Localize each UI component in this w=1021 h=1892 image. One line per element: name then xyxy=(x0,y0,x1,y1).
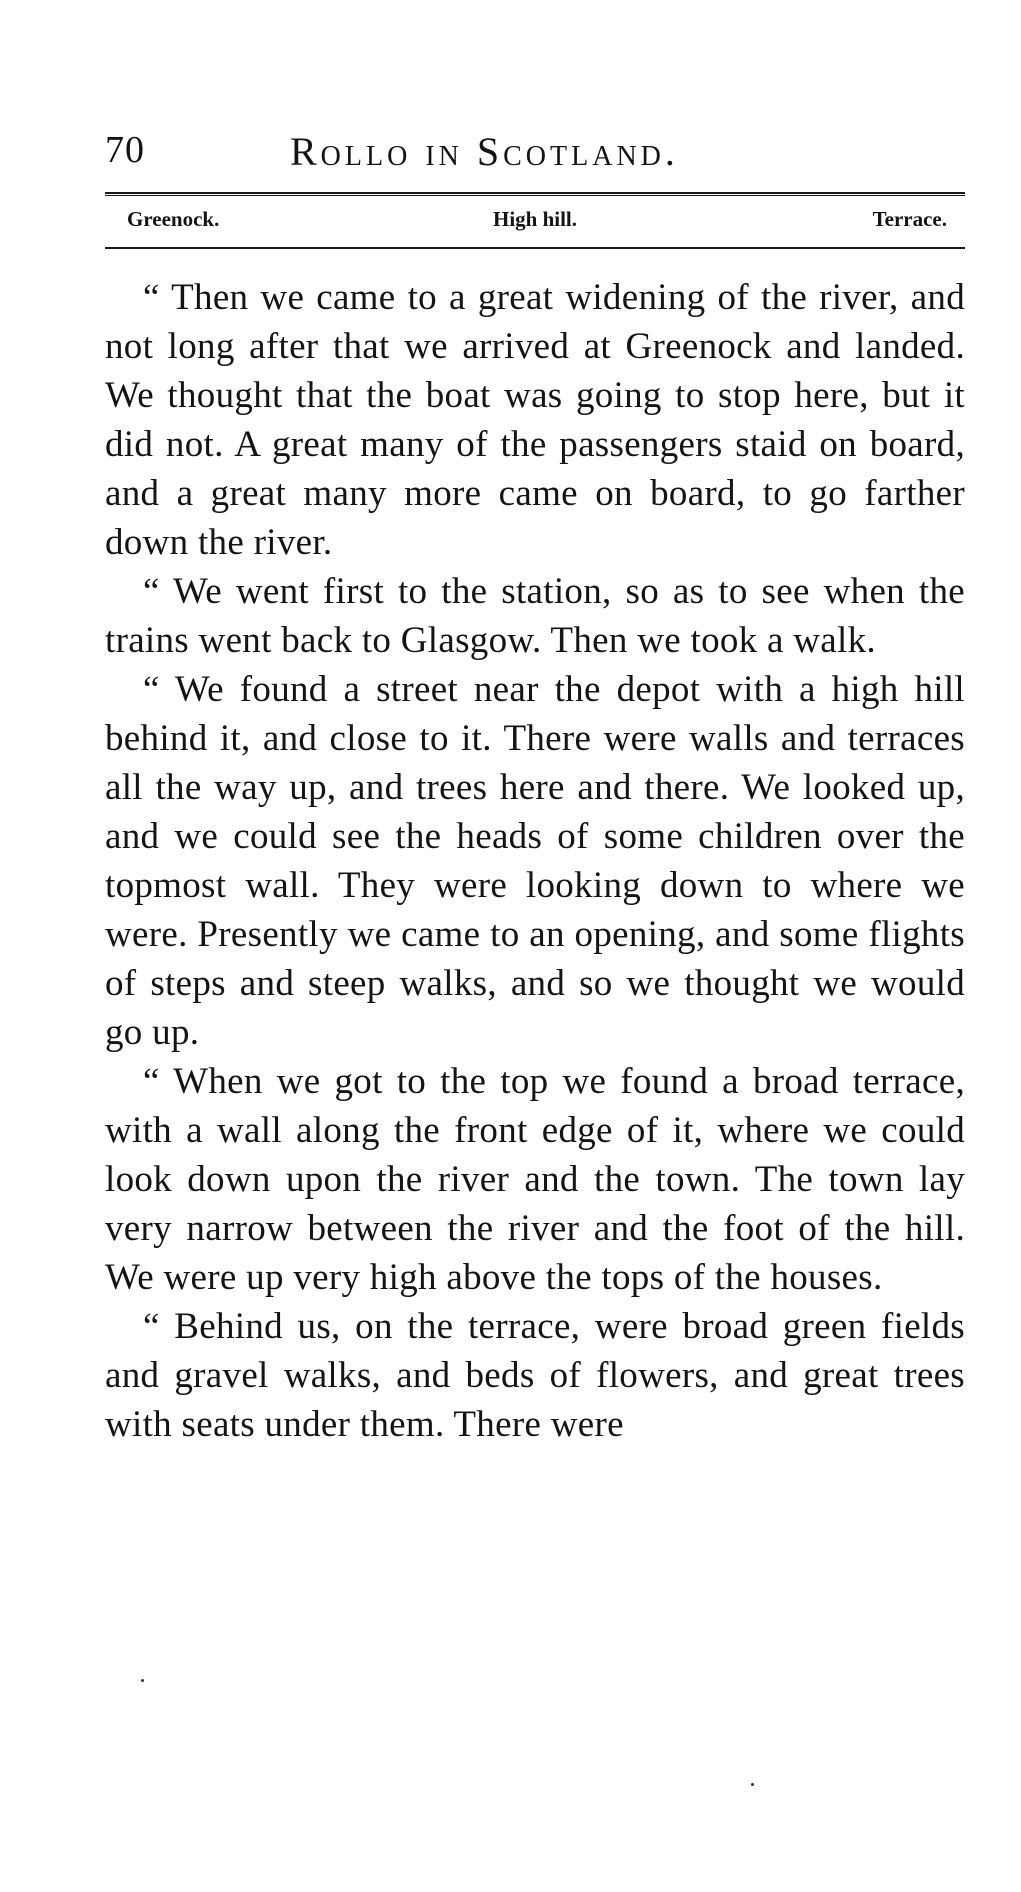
page-number: 70 xyxy=(105,129,145,171)
book-title: Rollo in Scotland. xyxy=(290,129,679,174)
header-rule-top-inner xyxy=(105,195,965,196)
paragraph: “ We found a street near the depot with a high hill behind it, and close to it. There were walls and terraces all the way up, and trees here and there. We looked up, and we could see the heads of some children over the topmost wall. They were looking down to where we were. Presently we came to an opening, and some flights of steps and steep walks, and so we thought we would go up. xyxy=(105,669,965,1053)
sidenote-terrace: Terrace. xyxy=(872,207,947,231)
paragraph: “ When we got to the top we found a broad terrace, with a wall along the front edge of it, where we could look down upon the river and the town. The town lay very narrow between the river and the foot of the hill. We were up very high above the tops of the houses. xyxy=(105,1061,965,1298)
running-head xyxy=(105,128,965,178)
body-text xyxy=(105,273,965,1449)
header-rule-top xyxy=(105,192,965,194)
sidenote-high-hill: High hill. xyxy=(492,207,578,231)
paragraph: “ Behind us, on the terrace, were broad green fields and gravel walks, and beds of flowers, and great trees with seats under them. There were xyxy=(105,1306,965,1445)
print-speck xyxy=(751,1783,754,1786)
paragraph: “ We went first to the station, so as to see when the trains went back to Glasgow. Then we took a walk. xyxy=(105,571,965,661)
sidenote-greenock: Greenock. xyxy=(127,207,220,231)
marginal-notes xyxy=(105,207,965,237)
header-rule-bottom xyxy=(105,247,965,249)
print-speck xyxy=(141,1679,144,1682)
paragraph: “ Then we came to a great widening of the river, and not long after that we arrived at Greenock and landed. We thought that the boat was going to stop here, but it did not. A great many of the passengers staid on board, and a great many more came on board, to go farther down the river. xyxy=(105,277,965,563)
